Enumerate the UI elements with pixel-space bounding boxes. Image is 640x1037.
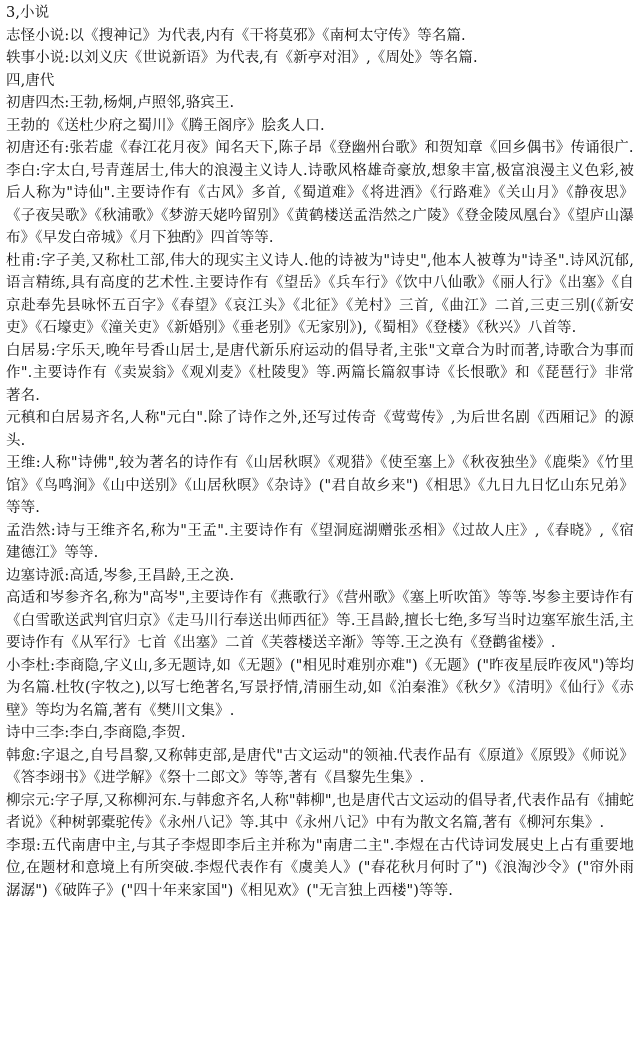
paragraph-du-fu: 杜甫:字子美,又称杜工部,伟大的现实主义诗人.他的诗被为"诗史",他本人被尊为"诗圣".诗风沉郁,语言精练,具有高度的艺术性.主要诗作有《望岳》《兵车行》《饮中八仙歌》《丽人行》《出塞》《自京赴奉先县咏怀五百字》《春望》《哀江头》《北征》《羌村》三首,《曲江》二首,三吏三别(《新安吏》《石壕吏》《潼关吏》《新婚别》《垂老别》《无家别》),《蜀相》《登楼》《秋兴》八首等. [6, 252, 634, 336]
paragraph-gao-cen: 高适和岑参齐名,称为"高岑",主要诗作有《燕歌行》《营州歌》《塞上听吹笛》等等.岑参主要诗作有《白雪歌送武判官归京》《走马川行奉送出师西征》等.王昌龄,擅长七绝,多写当时边塞军旅生活,主要诗作有《从军行》七首《出塞》二首《芙蓉楼送辛渐》等等.王之涣有《登鹳雀楼》. [6, 590, 634, 651]
paragraph-zhiguai-fiction: 志怪小说:以《搜神记》为代表,内有《干将莫邪》《南柯太守传》等名篇. [6, 27, 466, 44]
paragraph-four-talents: 初唐四杰:王勃,杨炯,卢照邻,骆宾王. [6, 95, 235, 111]
paragraph-liu-zongyuan: 柳宗元:字子厚,又称柳河东.与韩愈齐名,人称"韩柳",也是唐代古文运动的倡导者,代表作品有《捕蛇者说》《种树郭橐驼传》《永州八记》等.其中《永州八记》中有为散文名篇,著有《柳河东集》. [6, 792, 634, 831]
paragraph-xiao-li-du: 小李杜:李商隐,字义山,多无题诗,如《无题》("相见时难别亦难")《无题》("昨夜星辰昨夜风")等均为名篇.杜牧(字牧之),以写七绝著名,写景抒情,清丽生动,如《泊秦淮》《秋夕》《清明》《仙行》《赤壁》等均为名篇,著有《樊川文集》. [6, 657, 634, 719]
paragraph-wang-wei: 王维:人称"诗佛",较为著名的诗作有《山居秋暝》《观猎》《使至塞上》《秋夜独坐》《鹿柴》《竹里馆》《鸟鸣涧》《山中送别》《山居秋暝》《杂诗》("君自故乡来")《相思》《九日九日忆山东兄弟》等等. [6, 455, 634, 516]
paragraph-yishi-fiction: 轶事小说:以刘义庆《世说新语》为代表,有《新亭对泪》,《周处》等名篇. [6, 50, 478, 66]
paragraph-bai-juyi: 白居易:字乐天,晚年号香山居士,是唐代新乐府运动的倡导者,主张"文章合为时而著,诗歌合为事而作".主要诗作有《卖炭翁》《观刈麦》《杜陵叟》等.两篇长篇叙事诗《长恨歌》和《琵琶行》非常著名. [6, 342, 634, 404]
paragraph-li-jing: 李璟:五代南唐中主,与其子李煜即李后主并称为"南唐二主".李煜在古代诗词发展史上占有重要地位,在题材和意境上有所突破.李煜代表作有《虞美人》("春花秋月何时了")《浪淘沙令》("帘外雨潺潺")《破阵子》("四十年来家国")《相见欢》("无言独上西楼")等等. [6, 837, 634, 899]
paragraph-meng-haoran: 孟浩然:诗与王维齐名,称为"王孟".主要诗作有《望洞庭湖赠张丞相》《过故人庄》,《春晓》,《宿建德江》等等. [6, 522, 634, 561]
paragraph-han-yu: 韩愈:字退之,自号昌黎,又称韩吏部,是唐代"古文运动"的领袖.代表作品有《原道》《原毁》《师说》《答李翊书》《进学解》《祭十二郎文》等等,著有《昌黎先生集》. [6, 747, 634, 786]
paragraph-yuan-zhen: 元稹和白居易齐名,人称"元白".除了诗作之外,还写过传奇《莺莺传》,为后世名剧《西厢记》的源头. [6, 410, 634, 449]
paragraph-three-li: 诗中三李:李白,李商隐,李贺. [6, 725, 186, 741]
paragraph-wang-bo: 王勃的《送杜少府之蜀川》《腾王阁序》脍炙人口. [6, 117, 325, 134]
paragraph-frontier-school: 边塞诗派:高适,岑参,王昌龄,王之涣. [6, 567, 235, 584]
section-heading-tang: 四,唐代 [6, 72, 55, 89]
paragraph-li-bai: 李白:字太白,号青莲居士,伟大的浪漫主义诗人.诗歌风格雄奇豪放,想象丰富,极富浪漫主义色彩,被后人称为"诗仙".主要诗作有《古风》多首,《蜀道难》《将进酒》《行路难》《关山月》《静夜思》《子夜吴歌》《秋浦歌》《梦游天姥吟留别》《黄鹤楼送孟浩然之广陵》《登金陵凤凰台》《望庐山瀑布》《早发白帝城》《月下独酌》四首等等. [6, 162, 634, 246]
section-heading-fiction: 3,小说 [6, 5, 50, 21]
paragraph-early-tang: 初唐还有:张若虚《春江花月夜》闻名天下,陈子昂《登幽州台歌》和贺知章《回乡偶书》传诵很广. [6, 140, 634, 156]
